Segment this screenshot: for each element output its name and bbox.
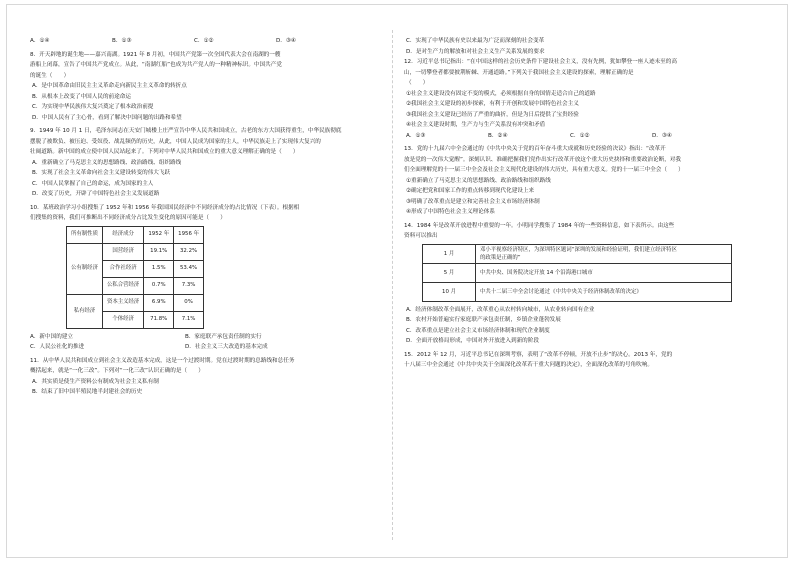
table-cell: 7.3% xyxy=(174,277,204,294)
question-stem: 们全面理解党的十一届三中全会及社会主义现代化建设的伟大历史，具有重大意义。党的十一届三中全会（ ） xyxy=(404,167,684,173)
table-row xyxy=(423,263,732,282)
question-15 xyxy=(404,350,754,371)
options-row xyxy=(30,332,380,343)
table-cell: 7.1% xyxy=(174,311,204,328)
question-9 xyxy=(30,126,380,200)
table-cell: 6.9% xyxy=(144,294,174,311)
table-header: 1956 年 xyxy=(174,226,204,243)
table-header: 所有制性质 xyxy=(67,226,103,243)
option-b[interactable]: B．实现了社会主义革命向社会主义建设转变的伟大飞跃 xyxy=(32,170,171,176)
table-cell: 0% xyxy=(174,294,204,311)
option-b[interactable]: B．①③ xyxy=(112,38,132,44)
question-stem: 放是党的一次伟大觉醒”。深刻认识、准确把握我们党作出实行改革开放这个重大历史抉择和重要政治论断，对我 xyxy=(404,156,681,163)
table-cell: 53.4% xyxy=(174,260,204,277)
table-cell: 公私合营经济 xyxy=(102,277,143,294)
question-8 xyxy=(30,50,380,124)
question-stem: 山，一切攀登者都要披荆斩棘、开通道路。”下列关于我国社会主义建设的探索，理解正确的是 xyxy=(404,69,634,76)
option-b[interactable]: B．②④ xyxy=(488,132,508,139)
question-stem: 十八届三中全会通过《中共中央关于全面深化改革若干重大问题的决定》，全面深化改革的号角吹响。 xyxy=(404,362,653,368)
question-stem: 13．党的十九届六中全会通过的《中共中央关于党的百年奋斗重大成就和历史经验的决议》指出：“改革开 xyxy=(404,146,666,152)
statement-item: ③我国社会主义建设已经历了严重的曲折，但是为日后提供了宝贵经验 xyxy=(406,111,579,118)
question-stem: 壮阔道路。新中国的成立使中国人民站起来了。下列对中华人民共和国成立的重大意义理解正确的是（ ） xyxy=(30,149,299,155)
event-text: 的政策是正确的” xyxy=(480,254,521,261)
question-11 xyxy=(30,356,380,398)
table-cell: 32.2% xyxy=(174,243,204,260)
question-stem: 15．2012 年 12 月，习近平总书记在深圳考察，表明了“改革不停顿，开放不止步”的决心。2013 年，党的 xyxy=(404,351,673,358)
event-text: 中共中央、国务院决定开放 14 个沿海港口城市 xyxy=(480,269,593,276)
table-row xyxy=(423,282,732,301)
statement-item: ①社会主义建设没有固定不变的模式，必须根据自身的国情走适合自己的道路 xyxy=(406,90,596,97)
option-b[interactable]: B．家庭联产承包责任制的实行 xyxy=(185,333,262,340)
statement-item: ③明确了改革重点是建立和完善社会主义市场经济体制 xyxy=(406,198,540,205)
statement-item: ②确定把党和国家工作的重点转移到现代化建设上来 xyxy=(406,188,535,194)
option-b[interactable]: B．农村开始普遍实行家庭联产承包责任制，乡镇企业蓬勃发展 xyxy=(406,317,561,323)
table-header: 经济成分 xyxy=(102,226,143,243)
question-12 xyxy=(404,57,754,141)
question-stem: 的诞生（ ） xyxy=(30,72,70,79)
question-stem: 游船上闭幕，宣告了中国共产党成立。从此，“南湖红船”也成为共产党人的一种精神标识。中国共产党 xyxy=(30,62,282,68)
option-a[interactable]: A．其实质是使生产资料公有制成为社会主义私有制 xyxy=(32,378,159,385)
economy-share-table xyxy=(66,226,204,329)
option-a[interactable]: A．重新确立了马克思主义的思想路线、政治路线、组织路线 xyxy=(32,159,182,166)
month-cell: 10 月 xyxy=(423,282,476,301)
option-d[interactable]: D．全面开放格局形成，中国对外开放进入到新的阶段 xyxy=(406,338,539,344)
question-stem: 8．开天辟地的诞生地——嘉兴南湖。1921 年 8 月初，中国共产党第一次全国代表大会在南湖的一艘 xyxy=(30,51,281,58)
option-d[interactable]: D．社会主义三大改造的基本完成 xyxy=(185,344,268,350)
table-group-cell: 公有制经济 xyxy=(67,243,103,294)
option-c[interactable]: C．为实现中华民族伟大复兴奠定了根本政治前提 xyxy=(32,104,154,110)
question-stem: （ ） xyxy=(406,80,429,86)
event-text: 中共十二届三中全会讨论通过《中共中央关于经济体制改革的决定》 xyxy=(480,288,642,295)
left-column xyxy=(30,36,380,398)
table-row xyxy=(67,294,204,311)
option-c[interactable]: C．①② xyxy=(570,132,590,139)
option-a[interactable]: A．①④ xyxy=(30,38,50,44)
event-cell xyxy=(476,282,732,301)
option-a[interactable]: A．是中国革命由旧民主主义革命走向新民主主义革命的转折点 xyxy=(32,83,187,89)
events-1984-table xyxy=(422,244,732,302)
option-c[interactable]: C．①② xyxy=(194,38,214,44)
event-cell xyxy=(476,244,732,263)
options-row xyxy=(404,131,754,142)
question-stem: 14．1984 年是改革开放进程中重要的一年。小明同学搜集了 1984 年的一些资料信息，如下表所示。由这些 xyxy=(404,222,675,229)
question-13 xyxy=(404,144,754,218)
option-d[interactable]: D．③④ xyxy=(276,38,296,44)
table-header-row xyxy=(67,226,204,243)
question-10 xyxy=(30,203,380,353)
question-stem: 资料可以推出 xyxy=(404,233,438,239)
question-stem: 10．某班政治学习小组搜集了 1952 年和 1956 年我国国民经济中不同经济成分的占比情况（下表）。根据相 xyxy=(30,204,300,211)
option-b[interactable]: B．从根本上改变了中国人民的前途命运 xyxy=(32,93,131,100)
event-cell xyxy=(476,263,732,282)
table-row xyxy=(67,243,204,260)
right-column xyxy=(404,36,754,371)
table-cell: 国营经济 xyxy=(102,243,143,260)
option-d[interactable]: D．是对生产力的解放和对社会主义生产关系发展的要求 xyxy=(406,48,545,55)
table-header: 1952 年 xyxy=(144,226,174,243)
statement-item: ②我国社会主义建设的初步探索，有利于开创和发展中国特色社会主义 xyxy=(406,101,579,107)
option-c[interactable]: C．人民公社化的推进 xyxy=(30,344,85,350)
option-b[interactable]: B．结束了旧中国半殖民地半封建社会的历史 xyxy=(32,389,143,395)
table-group-cell: 私有经济 xyxy=(67,294,103,328)
option-a[interactable]: A．新中国的建立 xyxy=(30,333,73,340)
option-d[interactable]: D．中国人民有了主心骨，看到了解决中国问题的出路和希望 xyxy=(32,114,182,121)
statement-item: ①重新确立了马克思主义的思想路线、政治路线和组织路线 xyxy=(406,177,551,184)
options-row xyxy=(30,342,380,353)
option-d[interactable]: D．改变了历史，开辟了中国特色社会主义发展道路 xyxy=(32,191,160,197)
column-divider xyxy=(392,30,393,540)
question-stem: 概括起来，就是“一化三改”。下列对“一化三改”认识正确的是（ ） xyxy=(30,368,204,374)
event-text: 邓小平视察经济特区，为深圳特区题词“深圳的发展和经验证明，我们建立经济特区 xyxy=(480,246,677,253)
question-11-continued xyxy=(404,36,754,57)
month-cell: 5 月 xyxy=(423,263,476,282)
month-cell: 1 月 xyxy=(423,244,476,263)
question-stem: 11．从中华人民共和国成立到社会主义改造基本完成，这是一个过渡时期。党在过渡时期的总路线和总任务 xyxy=(30,357,295,364)
option-a[interactable]: A．①③ xyxy=(406,132,426,139)
table-cell: 合作社经济 xyxy=(102,260,143,277)
question-14 xyxy=(404,221,754,347)
question-stem: 9．1949 年 10 月 1 日，毛泽东同志在天安门城楼上庄严宣告中华人民共和国成立，古老的东方大国获得重生，中华民族彻底 xyxy=(30,128,342,134)
top-options xyxy=(30,36,380,47)
option-c[interactable]: C．改革重点是建立社会主义市场经济体制和现代企业制度 xyxy=(406,327,550,334)
question-stem: 12．习近平总书记指出：“在中国这样的社会历史条件下建设社会主义，没有先例，犹如攀登一座人迹未至的高 xyxy=(404,59,677,65)
table-cell: 个体经济 xyxy=(102,311,143,328)
table-cell: 0.7% xyxy=(144,277,174,294)
table-cell: 1.5% xyxy=(144,260,174,277)
statement-item: ④社会主义建设时期，生产力与生产关系没有冲突和矛盾 xyxy=(406,122,546,128)
question-stem: 摆脱了被欺负、被压迫、受奴役、战乱频仍的历史，从此，中国人民成为国家的主人，中华民族走上了实现伟大复兴的 xyxy=(30,138,321,145)
question-stem: 们搜集的资料，我们可推断出不同经济成分占比发生变化的原因可能是（ ） xyxy=(30,215,226,221)
option-d[interactable]: D．③④ xyxy=(652,132,672,139)
option-c[interactable]: C．实现了中华民族有史以来最为广泛而深刻的社会变革 xyxy=(406,38,545,44)
option-c[interactable]: C．中国人民掌握了自己的命运，成为国家的主人 xyxy=(32,180,154,187)
table-cell: 71.8% xyxy=(144,311,174,328)
table-cell: 资本主义经济 xyxy=(102,294,143,311)
statement-item: ④形成了中国特色社会主义理论体系 xyxy=(406,209,495,215)
option-a[interactable]: A．经济体制改革全面展开，改革重心从农村转向城市，从农业转向国有企业 xyxy=(406,306,595,313)
table-cell: 19.1% xyxy=(144,243,174,260)
table-row xyxy=(423,244,732,263)
